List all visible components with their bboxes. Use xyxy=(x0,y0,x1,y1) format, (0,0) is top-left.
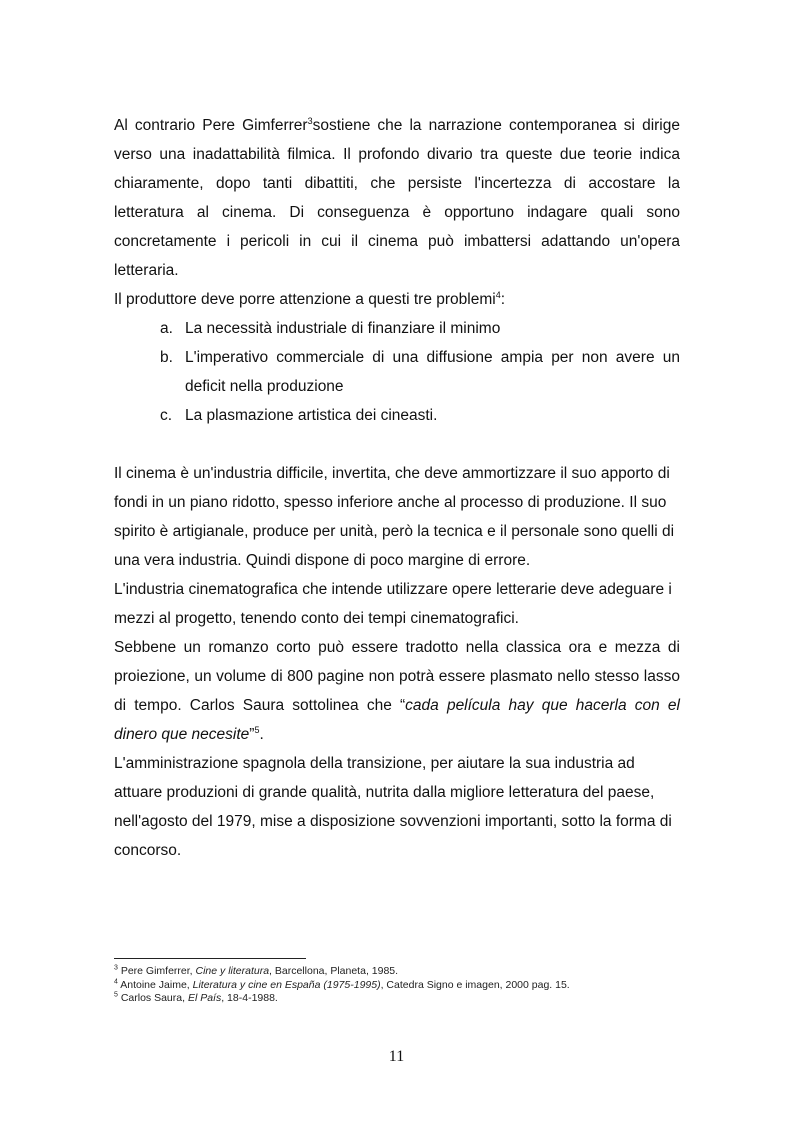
list-item: a. La necessità industriale di finanziare il minimo xyxy=(114,314,680,343)
paragraph-saura: Sebbene un romanzo corto può essere tradotto nella classica ora e mezza di proiezione, un volume di 800 pagine non potrà essere plasmato nello stesso lasso di tempo. Carlos Saura sottolinea che “cada película hay que hacerla con el dinero que necesite”$^5$. xyxy=(114,639,680,743)
list-marker: b. xyxy=(160,349,173,366)
footnotes xyxy=(114,965,694,1006)
footnote-divider xyxy=(114,958,306,959)
problems-list xyxy=(114,314,680,430)
footnote-ref-5[interactable]: 5 xyxy=(254,724,260,735)
saura-quote: cada película hay que hacerla con el dinero que necesite xyxy=(114,697,680,743)
paragraph-amministrazione: L'amministrazione spagnola della transizione, per aiutare la sua industria ad attuare produzioni di grande qualità, nutrita dalla migliore letteratura del paese, nell'agosto del 1979, mise a disposizione sovvenzioni importanti, sotto la forma di concorso. xyxy=(114,755,672,859)
paragraph-industria: Il cinema è un'industria difficile, invertita, che deve ammortizzare il suo apporto di fondi in un piano ridotto, spesso inferiore anche al processo di produzione. Il suo spirito è artigianale, produce per unità, però la tecnica e il personale sono quelli di una vera industria. Quindi dispone di poco margine di errore. xyxy=(114,465,675,569)
footnote-ref-3[interactable]: 3 xyxy=(307,115,313,126)
footnote-4: $^4$ Antoine Jaime, Literatura y cine en España (1975-1995), Catedra Signo e imagen, 2000 pag. 15. xyxy=(114,978,570,991)
body-text xyxy=(114,111,680,865)
list-marker: a. xyxy=(160,320,173,337)
page-number: 11 xyxy=(388,1048,405,1065)
footnote-3: $^3$ Pere Gimferrer, Cine y literatura, Barcellona, Planeta, 1985. xyxy=(114,964,399,977)
paragraph-produttore: Il produttore deve porre attenzione a questi tre problemi$^4$: xyxy=(114,289,506,308)
paragraph-gimferrer: Al contrario Pere Gimferrer$^3$sostiene che la narrazione contemporanea si dirige verso una inadattabilità filmica. Il profondo divario tra queste due teorie indica chiaramente, dopo tanti dibattiti, che persiste l'incertezza di accostare la letteratura al cinema. Di conseguenza è opportuno indagare quali sono concretamente i pericoli in cui il cinema può imbattersi adattando un'opera letteraria. xyxy=(114,115,680,279)
paragraph-gap xyxy=(114,430,680,459)
list-item: c. La plasmazione artistica dei cineasti. xyxy=(114,401,680,430)
footnote-5: $^5$ Carlos Saura, El País, 18-4-1988. xyxy=(114,991,278,1004)
paragraph-industria-cinematografica: L'industria cinematografica che intende utilizzare opere letterarie deve adeguare i mezzi al progetto, tenendo conto dei tempi cinematografici. xyxy=(114,581,672,627)
footnote-ref-4[interactable]: 4 xyxy=(495,289,501,300)
list-item: b. L'imperativo commerciale di una diffusione ampia per non avere un deficit nella produzione xyxy=(114,343,680,401)
list-marker: c. xyxy=(160,407,173,424)
